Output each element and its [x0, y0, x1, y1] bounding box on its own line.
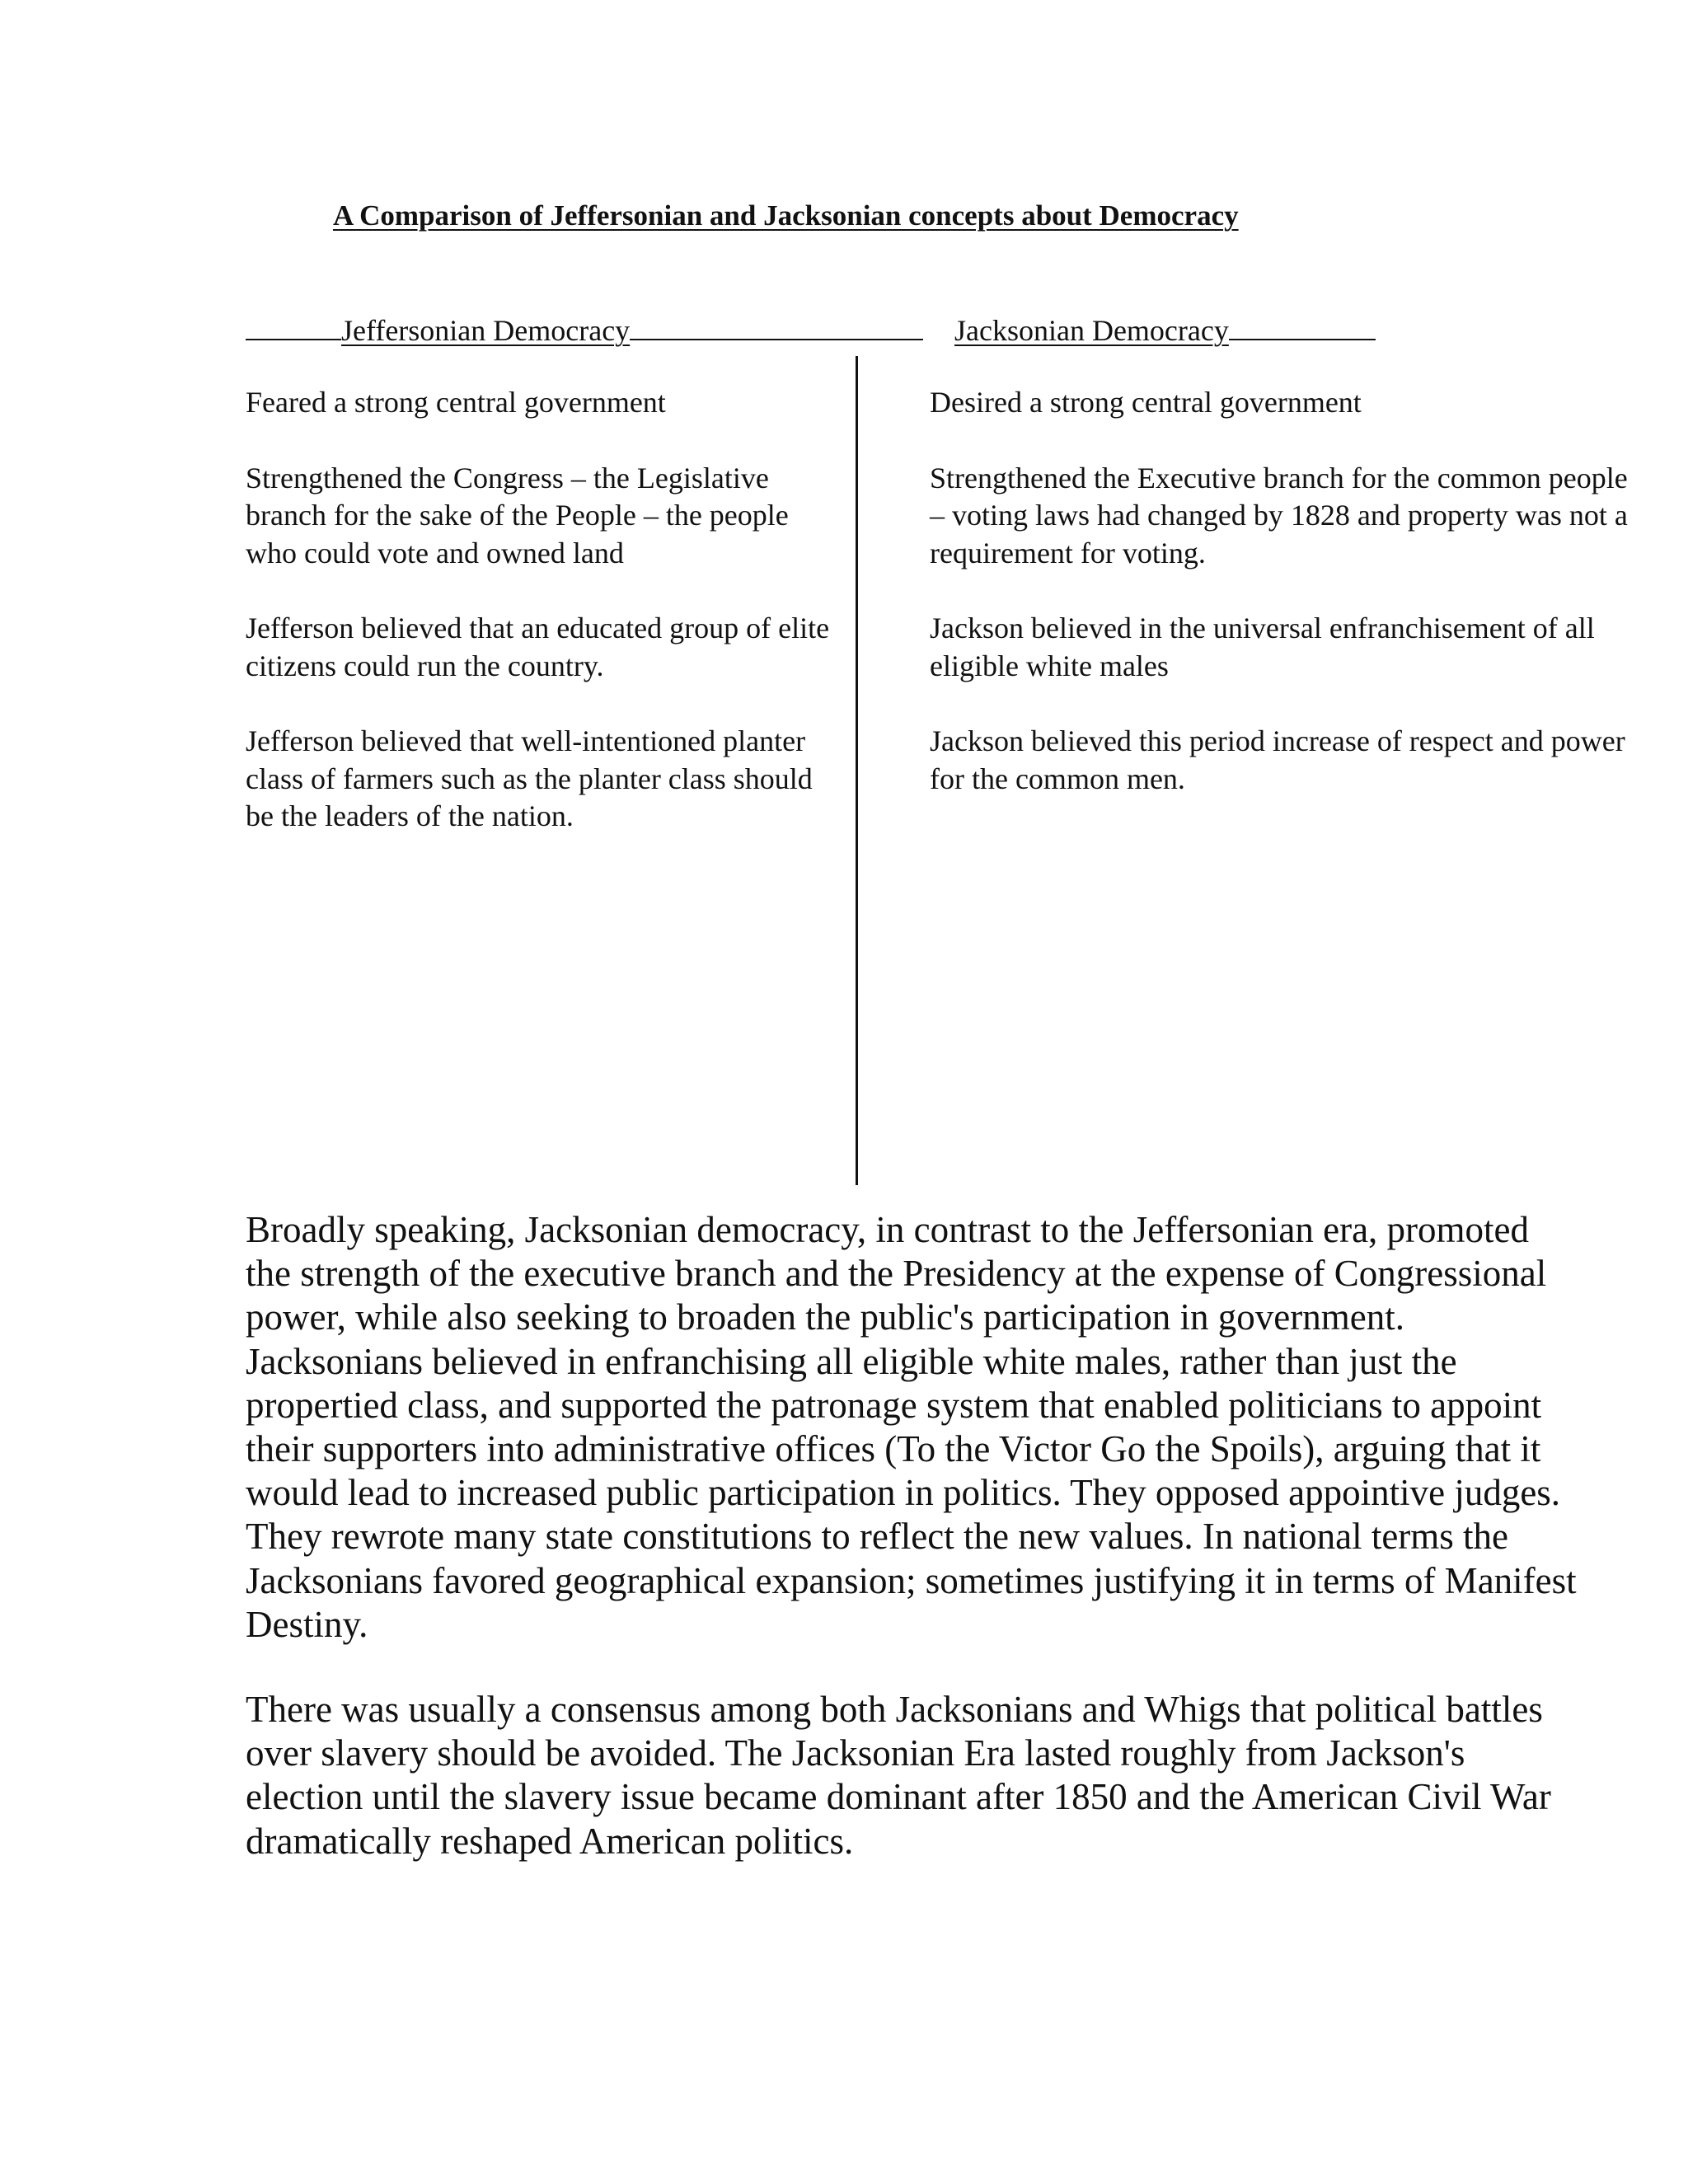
jacksonian-item: Jackson believed this period increase of respect and power for the common men. [930, 724, 1625, 795]
jeffersonian-item: Jefferson believed that an educated group of elite citizens could run the country. [246, 612, 830, 682]
jacksonian-item: Desired a strong central government [930, 386, 1362, 419]
jeffersonian-item: Feared a strong central government [246, 386, 666, 419]
jeffersonian-column [246, 384, 839, 874]
summary-paragraph: Broadly speaking, Jacksonian democracy, in contrast to the Jeffersonian era, promoted the strength of the executive branch and the Presidency at the expense of Congressional power, while also seeking to broaden the public's participation in government. Jacksonians believed in enfranchising all eligible white males, rather than just the propertied class, and supported the patronage system that enabled politicians to appoint their supporters into administrative offices (To the Victor Go the Spoils), arguing that it would lead to increased public participation in politics. They opposed appointive judges. They rewrote many state constitutions to reflect the new values. In national terms the Jacksonians favored geographical expansion; sometimes justifying it in terms of Manifest Destiny. [246, 1209, 1577, 1645]
column-divider [856, 356, 858, 1185]
summary-paragraph: There was usually a consensus among both Jacksonians and Whigs that political battles over slavery should be avoided. The Jacksonian Era lasted roughly from Jackson's election until the slavery issue became dominant after 1850 and the American Civil War dramatically reshaped American politics. [246, 1689, 1551, 1862]
header-rule-trail [1229, 339, 1376, 340]
jacksonian-item: Jackson believed in the universal enfranchisement of all eligible white males [930, 612, 1595, 682]
jacksonian-column-header [954, 313, 1376, 348]
jeffersonian-item: Jefferson believed that well-intentioned planter class of farmers such as the planter class should be the leaders of the nation. [246, 724, 813, 832]
jacksonian-column [930, 384, 1639, 836]
jeffersonian-header-label: Jeffersonian Democracy [341, 314, 631, 347]
header-rule-lead [246, 339, 341, 340]
page-title: A Comparison of Jeffersonian and Jacksonian concepts about Democracy [333, 199, 1239, 232]
jeffersonian-column-header [246, 313, 923, 348]
jacksonian-header-label: Jacksonian Democracy [954, 314, 1229, 347]
jacksonian-item: Strengthened the Executive branch for the common people – voting laws had changed by 1828 and property was not a requirement for voting. [930, 461, 1628, 569]
header-rule-trail [630, 339, 923, 340]
jeffersonian-item: Strengthened the Congress – the Legislative branch for the sake of the People – the people who could vote and owned land [246, 461, 789, 569]
